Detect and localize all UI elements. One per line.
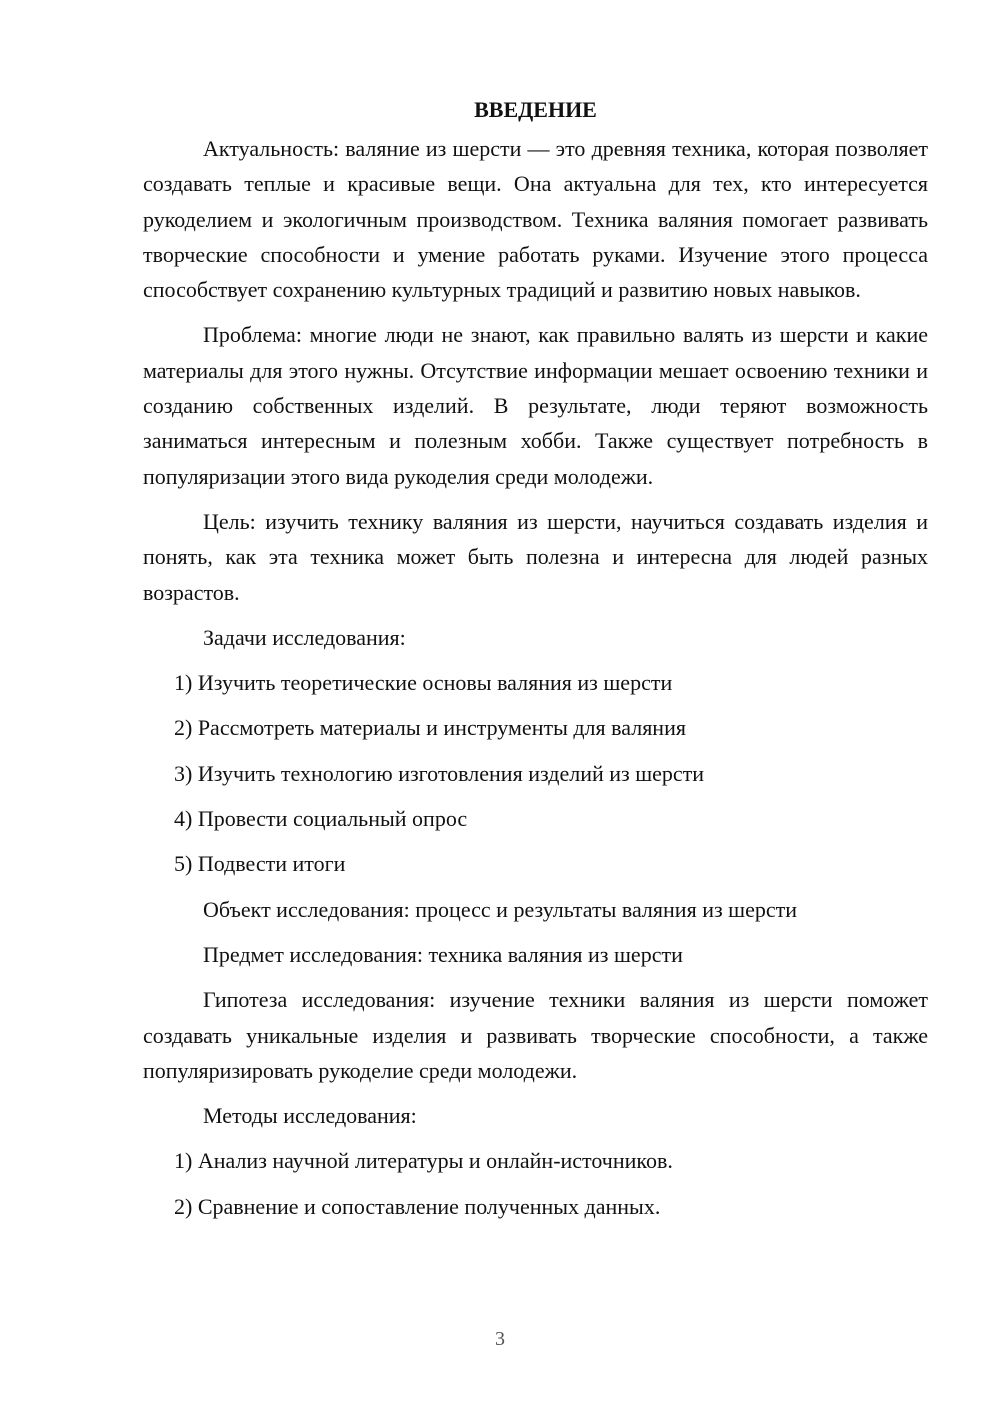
tasks-heading: Задачи исследования: (203, 624, 406, 650)
relevance-paragraph: Актуальность: валяние из шерсти — это древняя техника, которая позволяет создавать теплые и красивые вещи. Она актуальна для тех, кто интересуется рукоделием и экологичным производством. Техника валяния помогает развивать творческие способности и умение работать руками. Изучение этого процесса способствует сохранению культурных традиций и развитию новых навыков. (143, 136, 928, 303)
task-item: 2) Рассмотреть материалы и инструменты для валяния (174, 715, 686, 741)
task-item: 3) Изучить технологию изготовления изделий из шерсти (174, 760, 705, 786)
page-number: 3 (495, 1328, 505, 1350)
task-item: 4) Провести социальный опрос (174, 806, 468, 832)
goal-paragraph: Цель: изучить технику валяния из шерсти, научиться создавать изделия и понять, как эта техника может быть полезна и интересна для людей разных возрастов. (143, 508, 928, 605)
subject-line: Предмет исследования: техника валяния из шерсти (203, 941, 683, 967)
method-item: 2) Сравнение и сопоставление полученных данных. (174, 1193, 661, 1219)
document-page (143, 92, 928, 1234)
page-title: ВВЕДЕНИЕ (474, 97, 597, 122)
hypothesis-paragraph: Гипотеза исследования: изучение техники валяния из шерсти поможет создавать уникальные изделия и развивать творческие способности, а также популяризировать рукоделие среди молодежи. (143, 987, 928, 1083)
methods-heading: Методы исследования: (203, 1103, 417, 1129)
method-item: 1) Анализ научной литературы и онлайн-источников. (174, 1148, 673, 1174)
task-item: 1) Изучить теоретические основы валяния из шерсти (174, 670, 673, 696)
problem-paragraph: Проблема: многие люди не знают, как правильно валять из шерсти и какие материалы для этого нужны. Отсутствие информации мешает освоению техники и созданию собственных изделий. В результате, люди теряют возможность заниматься интересным и полезным хобби. Также существует потребность в популяризации этого вида рукоделия среди молодежи. (143, 322, 928, 489)
task-item: 5) Подвести итоги (174, 851, 346, 877)
object-line: Объект исследования: процесс и результаты валяния из шерсти (203, 896, 798, 922)
